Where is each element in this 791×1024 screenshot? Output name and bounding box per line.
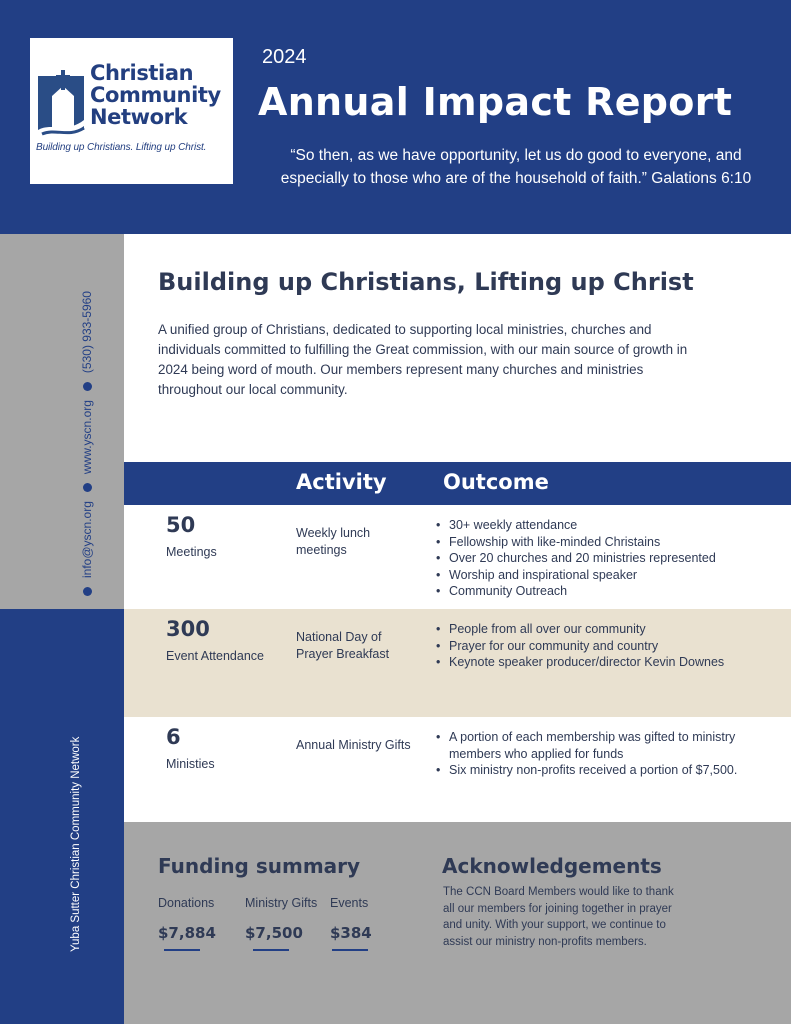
metric-label: Meetings <box>166 545 217 559</box>
contact-info <box>80 291 94 596</box>
outcome-item: • Prayer for our community and country <box>436 638 786 655</box>
outcome-list <box>436 621 786 671</box>
logo <box>30 38 233 184</box>
metric-number: 300 <box>166 617 210 641</box>
activity-cell: Annual Ministry Gifts <box>296 738 411 752</box>
funding-label: Ministry Gifts <box>245 896 318 910</box>
contact-phone[interactable]: (530) 933-5960 <box>80 291 94 374</box>
funding-summary-title: Funding summary <box>158 854 361 878</box>
metric-label: Ministies <box>166 757 215 771</box>
activity-cell: Weekly lunch meetings <box>296 526 371 557</box>
activity-cell: National Day of Prayer Breakfast <box>296 630 390 661</box>
outcome-item: • Worship and inspirational speaker <box>436 567 786 584</box>
metric-number: 50 <box>166 513 196 537</box>
table-row <box>124 609 791 717</box>
bullet-dot-icon <box>83 382 92 391</box>
underline-divider <box>253 949 289 951</box>
logo-name <box>90 62 221 128</box>
underline-divider <box>332 949 368 951</box>
acknowledgements-title: Acknowledgements <box>442 854 662 878</box>
metric-label: Event Attendance <box>166 649 264 663</box>
outcome-list <box>436 517 786 600</box>
outcome-item: • Keynote speaker producer/director Kevin Downes <box>436 654 786 671</box>
outcome-item: • 30+ weekly attendance <box>436 517 786 534</box>
funding-label: Events <box>330 896 369 910</box>
logo-name-line2: Community <box>90 83 221 107</box>
church-cross-icon <box>38 68 88 142</box>
funding-value: $7,884 <box>158 924 216 942</box>
funding-value: $384 <box>330 924 372 942</box>
column-header-outcome: Outcome <box>443 470 549 494</box>
table-row <box>124 505 791 609</box>
impact-table-header <box>124 462 791 505</box>
report-header <box>0 0 791 234</box>
funding-value: $7,500 <box>245 924 303 942</box>
bullet-dot-icon <box>83 587 92 596</box>
funding-label: Donations <box>158 896 215 910</box>
network-name-vertical: Yuba Sutter Christian Community Network <box>70 736 82 952</box>
sidebar-contact-panel <box>0 234 124 609</box>
metric-number: 6 <box>166 725 181 749</box>
table-row <box>124 717 791 822</box>
funding-item-ministry-gifts <box>245 896 317 951</box>
outcome-item: • People from all over our community <box>436 621 786 638</box>
outcome-item: • Fellowship with like-minded Christains <box>436 534 786 551</box>
scripture-quote: “So then, as we have opportunity, let us do good to everyone, and especially to those who are of the household of faith.” Galations 6:10 <box>280 147 752 187</box>
logo-name-line3: Network <box>90 105 188 129</box>
bullet-dot-icon <box>83 483 92 492</box>
outcome-item: • Community Outreach <box>436 583 786 600</box>
logo-name-line1: Christian <box>90 61 194 85</box>
contact-website[interactable]: www.yscn.org <box>80 400 94 475</box>
report-title: Annual Impact Report <box>258 80 733 124</box>
funding-item-donations <box>158 896 216 951</box>
column-header-activity: Activity <box>296 470 387 494</box>
contact-email[interactable]: info@yscn.org <box>80 501 94 578</box>
sidebar-network-panel <box>0 609 124 1024</box>
outcome-item: • Over 20 churches and 20 ministries represented <box>436 550 786 567</box>
underline-divider <box>164 949 200 951</box>
section-title: Building up Christians, Lifting up Christ <box>158 268 694 296</box>
funding-item-events <box>330 896 372 951</box>
outcome-item: • Six ministry non-profits received a portion of $7,500. <box>436 762 786 779</box>
intro-paragraph: A unified group of Christians, dedicated to supporting local ministries, churches and individuals committed to fulfilling the Great commission, with our main source of growth in 2024 being word of mouth. Our members represent many churches and ministries throughout our local community. <box>158 322 688 397</box>
outcome-list <box>436 729 786 779</box>
acknowledgements-paragraph: The CCN Board Members would like to thank all our members for joining together in prayer and unity. With your support, we continue to assist our ministry non-profits members. <box>443 886 674 948</box>
outcome-item: • A portion of each membership was gifted to ministry members who applied for funds <box>436 729 786 762</box>
summary-panel <box>124 822 791 1024</box>
report-year: 2024 <box>262 46 307 68</box>
logo-tagline: Building up Christians. Lifting up Christ. <box>36 142 207 153</box>
